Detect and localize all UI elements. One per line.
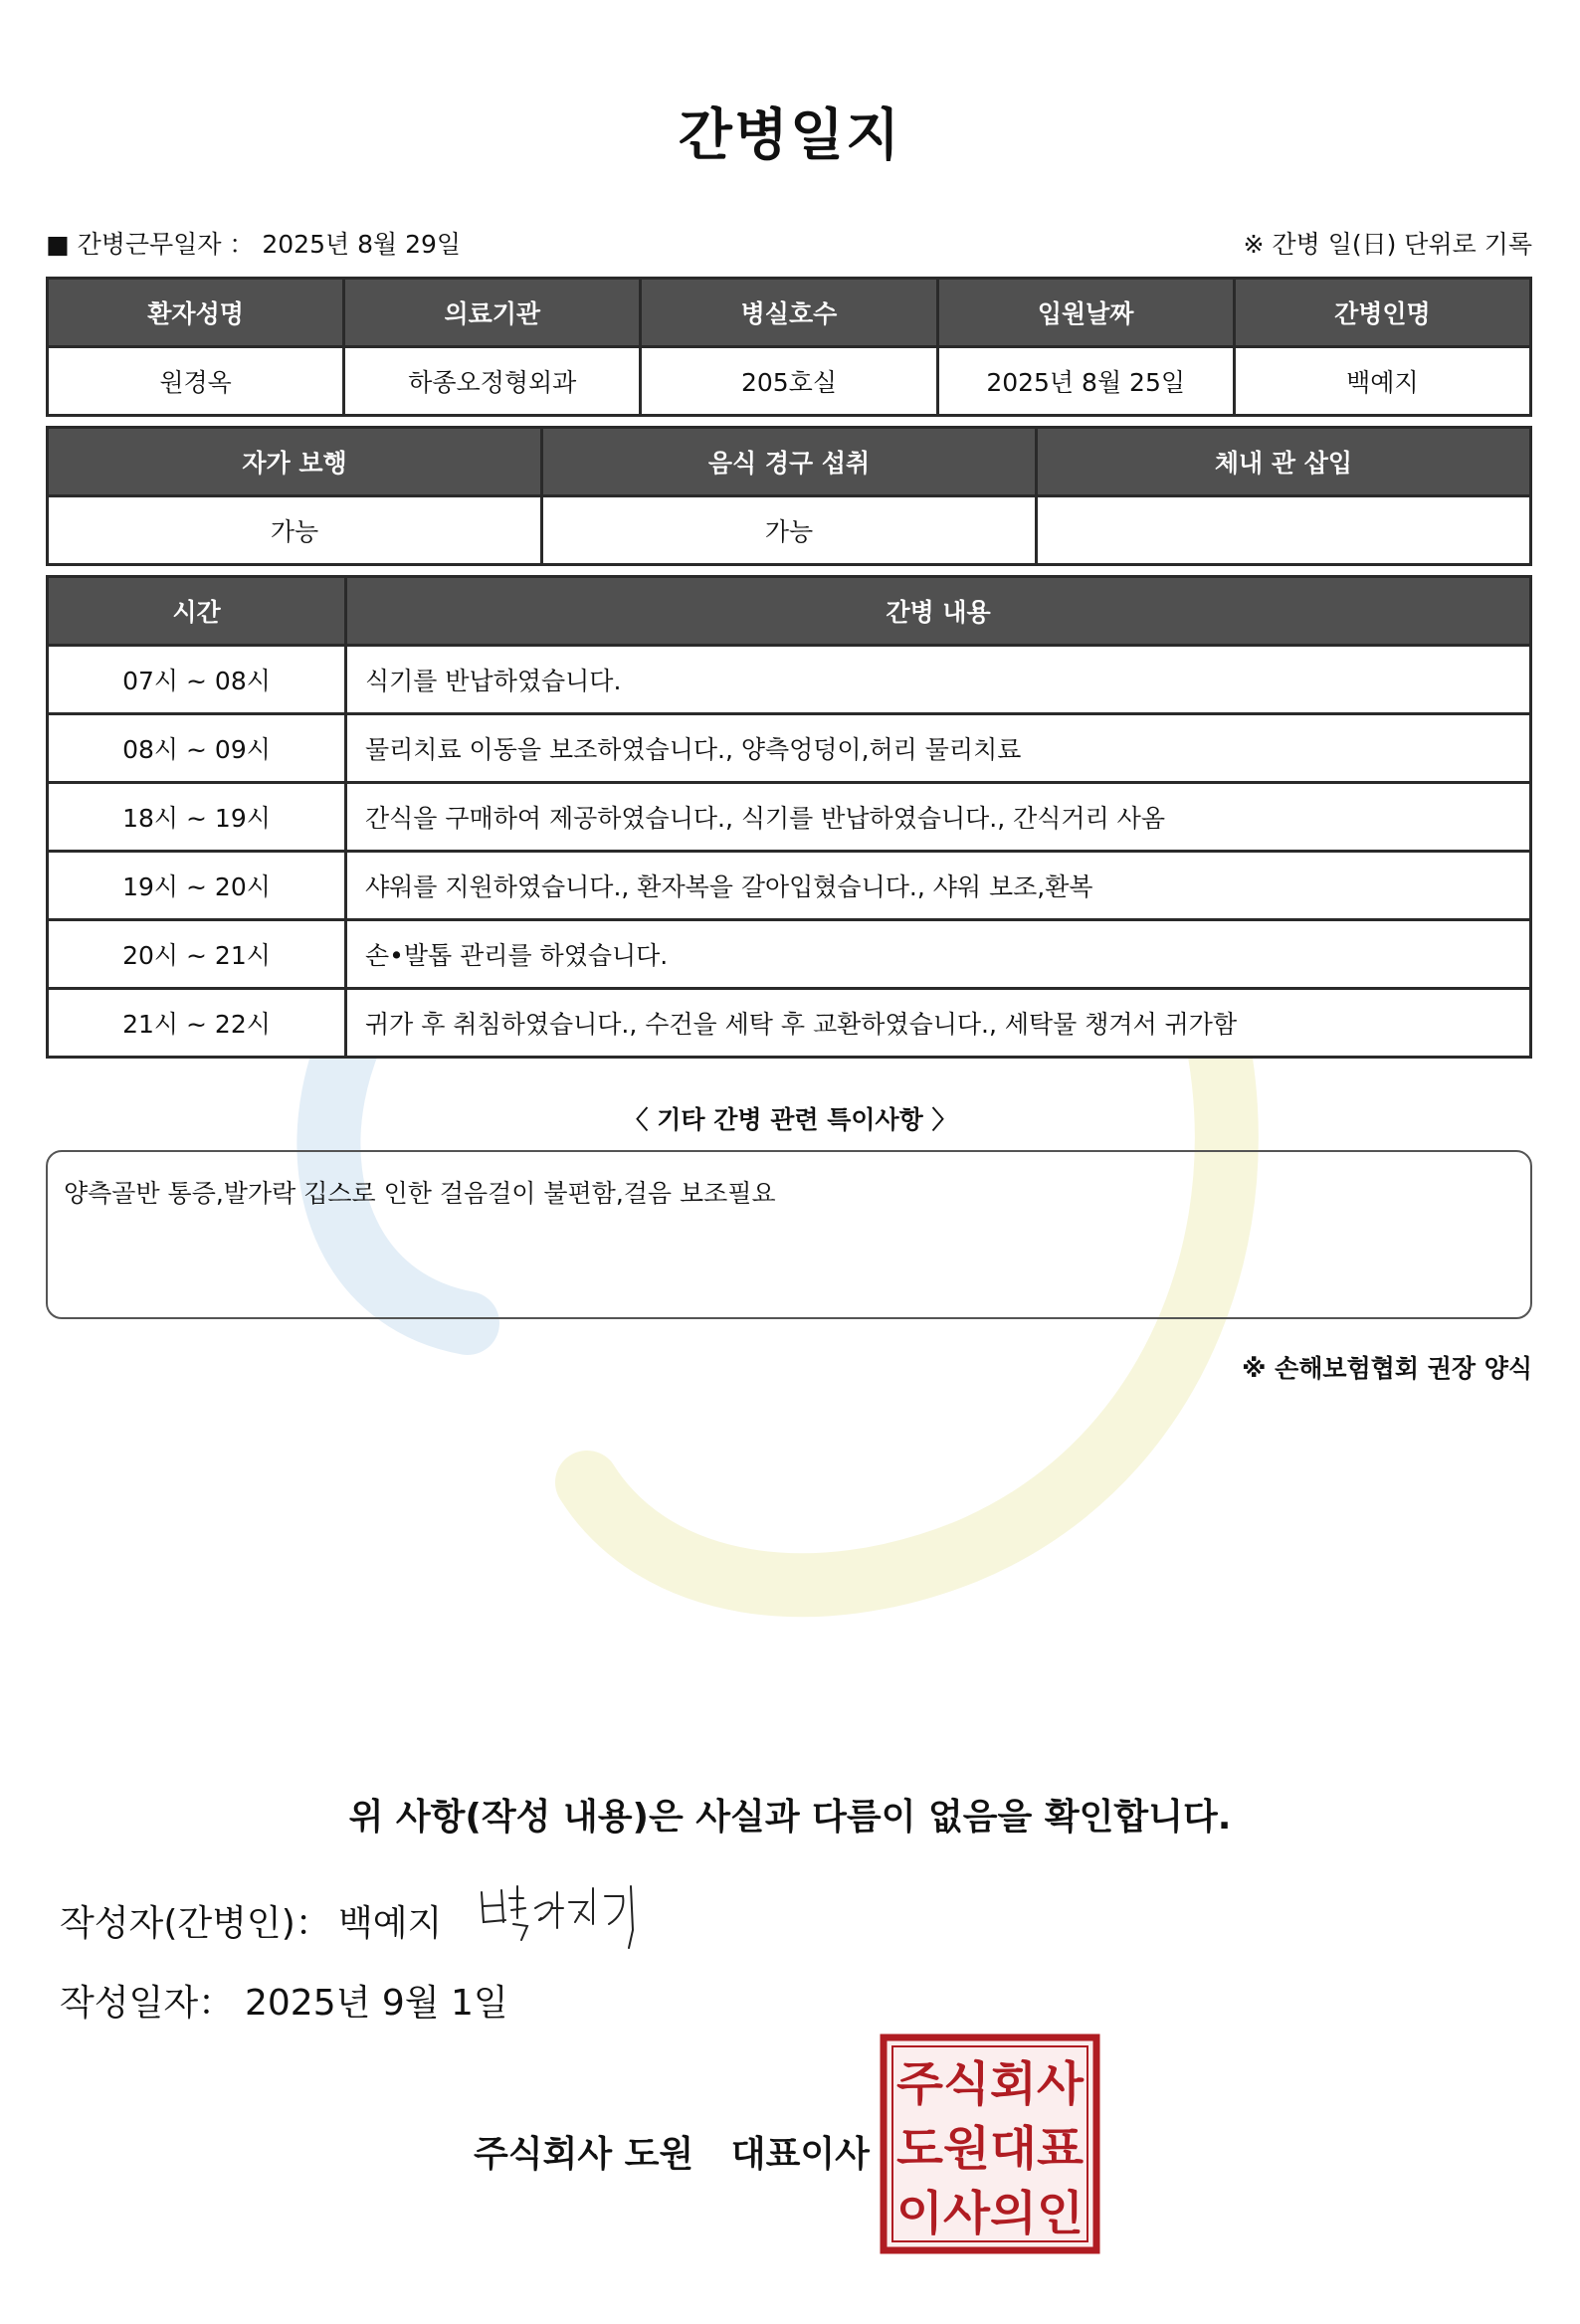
company-seal bbox=[880, 2034, 1100, 2254]
svg-text:주식회사: 주식회사 bbox=[896, 2057, 1085, 2112]
table-row bbox=[48, 714, 1531, 783]
hospital-name: 하종오정형외과 bbox=[344, 347, 641, 416]
log-time: 18시 ~ 19시 bbox=[48, 783, 346, 852]
tube-insertion-value bbox=[1037, 496, 1531, 565]
confirmation-statement: 위 사항(작성 내용)은 사실과 다름이 없음을 확인합니다. bbox=[348, 1797, 1232, 1838]
log-content: 귀가 후 취침하였습니다., 수건을 세탁 후 교환하였습니다., 세탁물 챙겨서 귀가함 bbox=[346, 989, 1531, 1058]
patient-header-row bbox=[48, 279, 1531, 347]
header-caregiver: 간병인명 bbox=[1234, 279, 1530, 347]
log-header-row bbox=[48, 577, 1531, 646]
patient-name: 원경옥 bbox=[48, 347, 344, 416]
log-time: 07시 ~ 08시 bbox=[48, 646, 346, 714]
log-content: 손•발톱 관리를 하였습니다. bbox=[346, 920, 1531, 989]
self-walking-value: 가능 bbox=[48, 496, 542, 565]
patient-info-table bbox=[46, 277, 1532, 417]
work-date-line bbox=[46, 225, 461, 261]
table-row bbox=[48, 920, 1531, 989]
header-tube-insertion: 체내 관 삽입 bbox=[1037, 428, 1531, 496]
written-date-value: 2025년 9월 1일 bbox=[245, 1983, 508, 2024]
svg-text:이사의인: 이사의인 bbox=[896, 2187, 1084, 2241]
table-row bbox=[48, 783, 1531, 852]
patient-value-row bbox=[48, 347, 1531, 416]
form-note: ※ 손해보험협회 권장 양식 bbox=[1242, 1354, 1532, 1383]
header-admission-date: 입원날짜 bbox=[937, 279, 1234, 347]
header-patient-name: 환자성명 bbox=[48, 279, 344, 347]
remarks-box bbox=[46, 1150, 1532, 1319]
log-content: 샤워를 지원하였습니다., 환자복을 갈아입혔습니다., 샤워 보조,환복 bbox=[346, 852, 1531, 920]
header-care-content: 간병 내용 bbox=[346, 577, 1531, 646]
remarks-text: 양측골반 통증,발가락 깁스로 인한 걸음걸이 불편함,걸음 보조필요 bbox=[64, 1179, 776, 1208]
log-content: 식기를 반납하였습니다. bbox=[346, 646, 1531, 714]
written-date-label: 작성일자： bbox=[60, 1983, 235, 2024]
admission-date: 2025년 8월 25일 bbox=[937, 347, 1234, 416]
log-time: 19시 ~ 20시 bbox=[48, 852, 346, 920]
patient-status-table bbox=[46, 426, 1532, 566]
work-date-value: 2025년 8월 29일 bbox=[262, 230, 462, 259]
table-row bbox=[48, 646, 1531, 714]
table-row bbox=[48, 852, 1531, 920]
svg-text:도원대표: 도원대표 bbox=[896, 2122, 1085, 2177]
status-header-row bbox=[48, 428, 1531, 496]
remarks-title: 〈 기타 간병 관련 특이사항 〉 bbox=[623, 1105, 957, 1134]
care-log-table bbox=[46, 575, 1532, 1059]
writer-label: 작성자(간병인)： bbox=[60, 1903, 331, 1944]
writer-name: 백예지 bbox=[338, 1903, 443, 1944]
oral-intake-value: 가능 bbox=[542, 496, 1037, 565]
log-content: 간식을 구매하여 제공하였습니다., 식기를 반납하였습니다., 간식거리 사옴 bbox=[346, 783, 1531, 852]
log-time: 21시 ~ 22시 bbox=[48, 989, 346, 1058]
header-oral-intake: 음식 경구 섭취 bbox=[542, 428, 1037, 496]
log-content: 물리치료 이동을 보조하였습니다., 양측엉덩이,허리 물리치료 bbox=[346, 714, 1531, 783]
header-self-walking: 자가 보행 bbox=[48, 428, 542, 496]
log-time: 08시 ~ 09시 bbox=[48, 714, 346, 783]
work-date-label: ■ 간병근무일자 ： bbox=[46, 230, 255, 259]
caregiver-name: 백예지 bbox=[1234, 347, 1530, 416]
handwritten-signature bbox=[476, 1878, 645, 1958]
header-hospital: 의료기관 bbox=[344, 279, 641, 347]
table-row bbox=[48, 989, 1531, 1058]
unit-note: ※ 간병 일(日) 단위로 기록 bbox=[1243, 230, 1532, 259]
company-name: 주식회사 도원 대표이사 bbox=[474, 2134, 870, 2175]
header-room: 병실호수 bbox=[641, 279, 937, 347]
room-number: 205호실 bbox=[641, 347, 937, 416]
page-title: 간병일지 bbox=[678, 103, 902, 168]
header-time: 시간 bbox=[48, 577, 346, 646]
status-value-row bbox=[48, 496, 1531, 565]
log-time: 20시 ~ 21시 bbox=[48, 920, 346, 989]
